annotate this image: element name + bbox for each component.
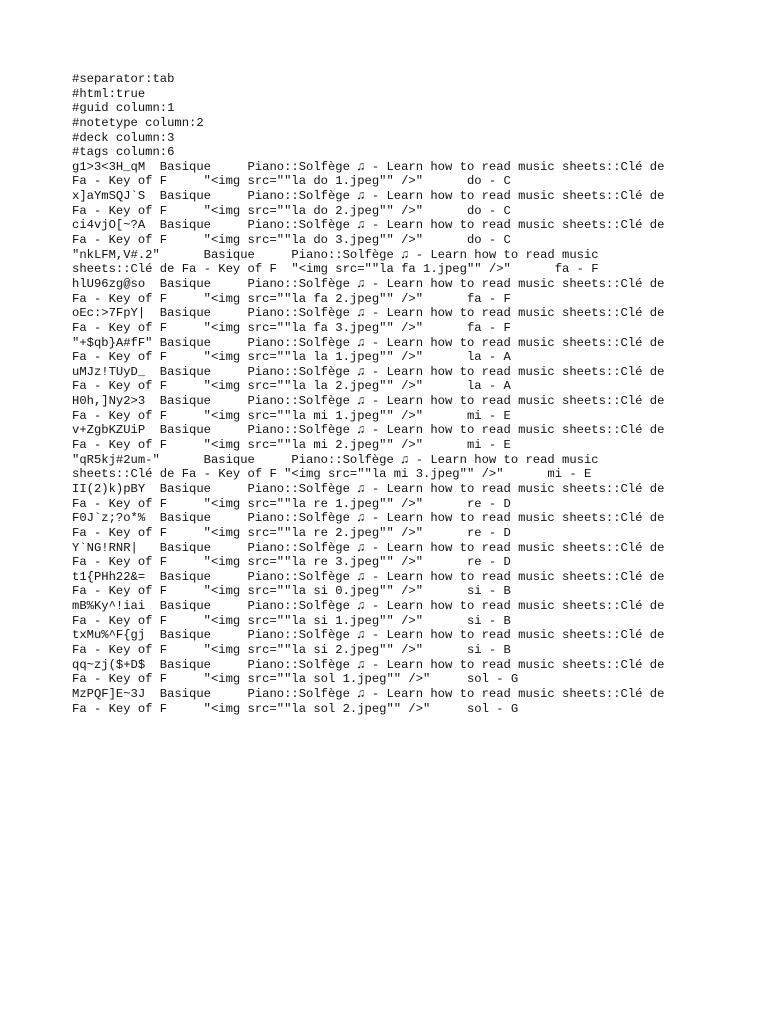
text-line: Fa - Key of F "<img src=""la si 1.jpeg"" />" si - B [72, 613, 511, 628]
text-line: #guid column:1 [72, 101, 175, 116]
text-line: sheets::Clé de Fa - Key of F "<img src=""la fa 1.jpeg"" />" fa - F [72, 262, 599, 277]
text-line: Fa - Key of F "<img src=""la re 3.jpeg"" />" re - D [72, 555, 511, 570]
text-line: F0J`z;?o*% Basique Piano::Solfège ♫ - Learn how to read music sheets::Clé de [72, 511, 665, 526]
text-line: #separator:tab [72, 72, 175, 86]
text-line: v+ZgbKZUiP Basique Piano::Solfège ♫ - Learn how to read music sheets::Clé de [72, 423, 665, 438]
text-line: g1>3<3H_qM Basique Piano::Solfège ♫ - Learn how to read music sheets::Clé de [72, 159, 665, 174]
document-text [72, 72, 732, 716]
text-line: Fa - Key of F "<img src=""la si 0.jpeg"" />" si - B [72, 584, 511, 599]
text-line: Fa - Key of F "<img src=""la si 2.jpeg"" />" si - B [72, 642, 511, 657]
text-line: sheets::Clé de Fa - Key of F "<img src=""la mi 3.jpeg"" />" mi - E [72, 467, 592, 482]
text-line: H0h,]Ny2>3 Basique Piano::Solfège ♫ - Learn how to read music sheets::Clé de [72, 394, 665, 409]
text-line: Fa - Key of F "<img src=""la la 1.jpeg"" />" la - A [72, 350, 511, 365]
text-line: #tags column:6 [72, 145, 175, 160]
text-line: qq~zj($+D$ Basique Piano::Solfège ♫ - Learn how to read music sheets::Clé de [72, 657, 665, 672]
text-line: II(2)k)pBY Basique Piano::Solfège ♫ - Learn how to read music sheets::Clé de [72, 481, 665, 496]
text-line: "nkLFM,V#.2" Basique Piano::Solfège ♫ - Learn how to read music [72, 247, 599, 262]
text-line: hlU96zg@so Basique Piano::Solfège ♫ - Learn how to read music sheets::Clé de [72, 276, 665, 291]
text-line: t1{PHh22&= Basique Piano::Solfège ♫ - Learn how to read music sheets::Clé de [72, 569, 665, 584]
text-line: Fa - Key of F "<img src=""la re 2.jpeg"" />" re - D [72, 525, 511, 540]
text-line: Fa - Key of F "<img src=""la sol 1.jpeg"" />" sol - G [72, 672, 519, 687]
text-line: Fa - Key of F "<img src=""la sol 2.jpeg"" />" sol - G [72, 701, 519, 716]
text-line: #notetype column:2 [72, 115, 204, 130]
text-line: "+$qb}A#fF" Basique Piano::Solfège ♫ - Learn how to read music sheets::Clé de [72, 335, 665, 350]
text-line: oEc:>7FpY| Basique Piano::Solfège ♫ - Learn how to read music sheets::Clé de [72, 306, 665, 321]
text-line: Fa - Key of F "<img src=""la do 2.jpeg"" />" do - C [72, 203, 511, 218]
text-line: uMJz!TUyD_ Basique Piano::Solfège ♫ - Learn how to read music sheets::Clé de [72, 364, 665, 379]
text-line: Fa - Key of F "<img src=""la la 2.jpeg"" />" la - A [72, 379, 511, 394]
text-line: ci4vjO[~?A Basique Piano::Solfège ♫ - Learn how to read music sheets::Clé de [72, 218, 665, 233]
text-line: Fa - Key of F "<img src=""la mi 2.jpeg"" />" mi - E [72, 438, 511, 453]
text-line: #html:true [72, 86, 146, 101]
text-line: Fa - Key of F "<img src=""la do 3.jpeg"" />" do - C [72, 233, 511, 248]
text-line: Fa - Key of F "<img src=""la do 1.jpeg"" />" do - C [72, 174, 511, 189]
text-line: mB%Ky^!iai Basique Piano::Solfège ♫ - Learn how to read music sheets::Clé de [72, 599, 665, 614]
text-line: "qR5kj#2um-" Basique Piano::Solfège ♫ - Learn how to read music [72, 452, 599, 467]
text-line: Fa - Key of F "<img src=""la mi 1.jpeg"" />" mi - E [72, 408, 511, 423]
text-line: Fa - Key of F "<img src=""la re 1.jpeg"" />" re - D [72, 496, 511, 511]
text-line: x]aYmSQJ`S Basique Piano::Solfège ♫ - Learn how to read music sheets::Clé de [72, 189, 665, 204]
text-line: MzPQF]E~3J Basique Piano::Solfège ♫ - Learn how to read music sheets::Clé de [72, 686, 665, 701]
text-line: Fa - Key of F "<img src=""la fa 2.jpeg"" />" fa - F [72, 291, 511, 306]
text-line: Y`NG!RNR| Basique Piano::Solfège ♫ - Learn how to read music sheets::Clé de [72, 540, 665, 555]
text-line: Fa - Key of F "<img src=""la fa 3.jpeg"" />" fa - F [72, 320, 511, 335]
text-line: txMu%^F{gj Basique Piano::Solfège ♫ - Learn how to read music sheets::Clé de [72, 628, 665, 643]
text-line: #deck column:3 [72, 130, 175, 145]
